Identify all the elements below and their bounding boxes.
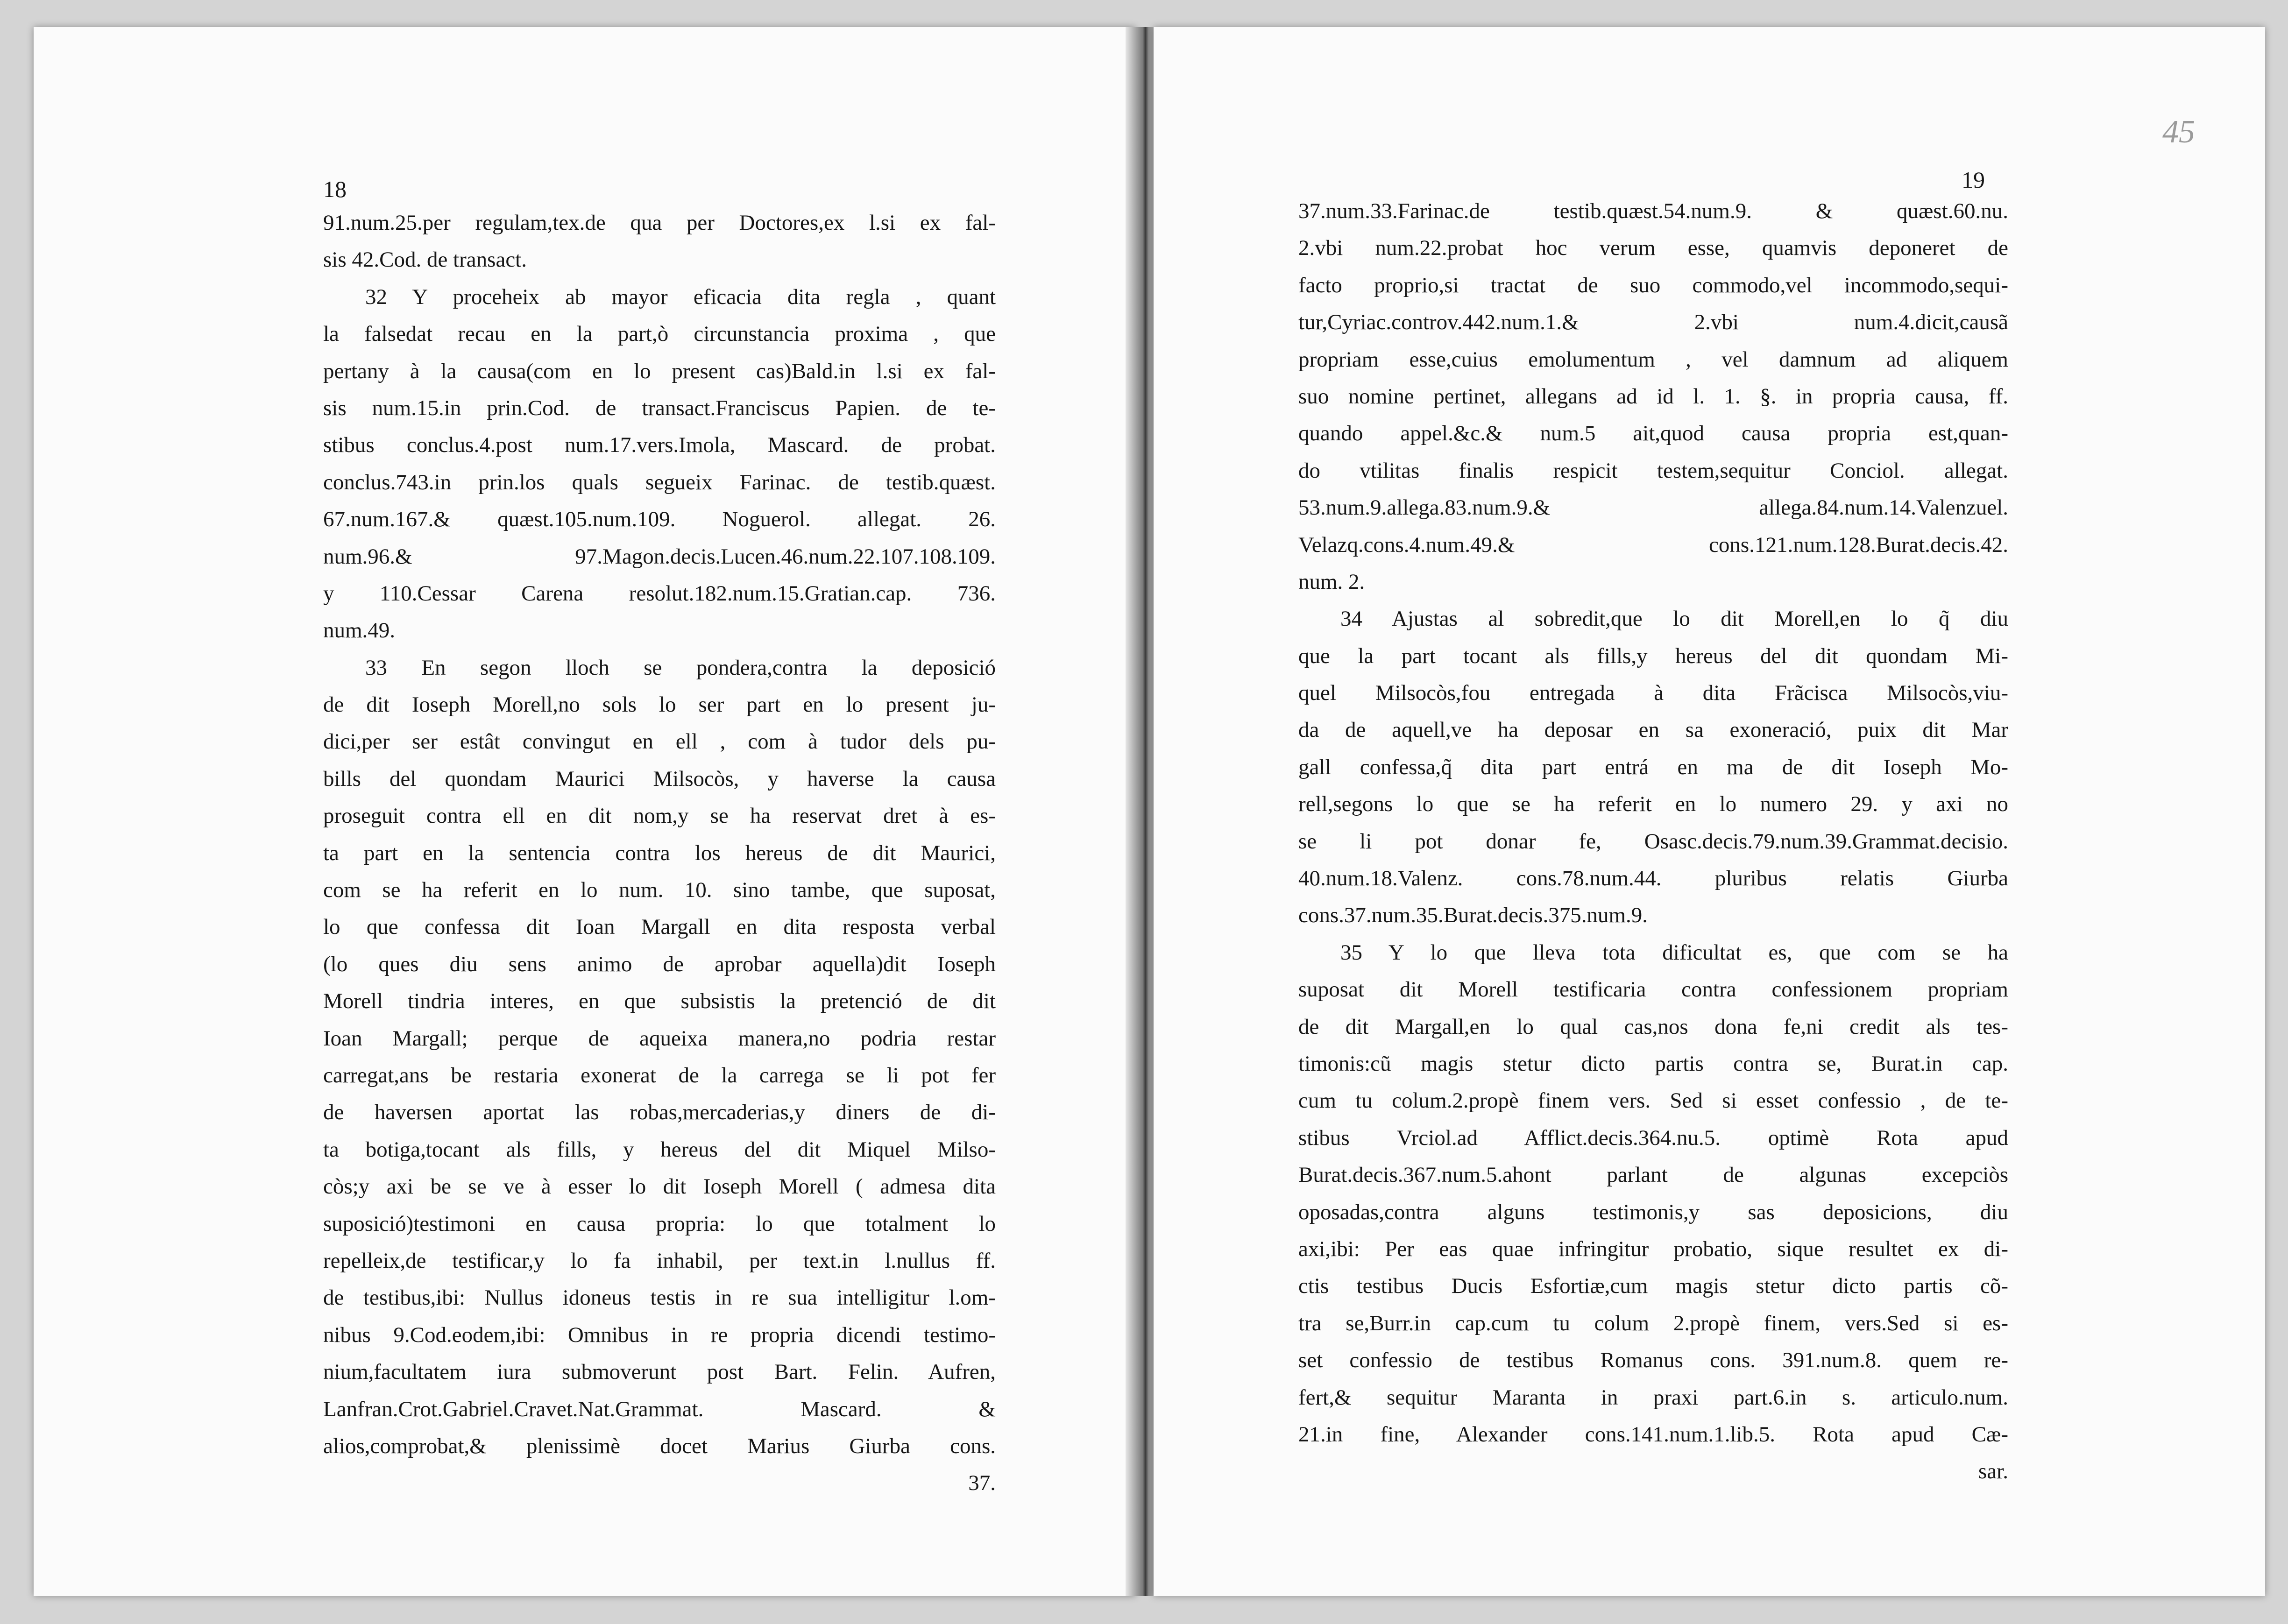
text-line: 34 Ajustas al sobredit,que lo dit Morell,en lo q̃ diu: [1340, 607, 2008, 631]
text-line: suo nomine pertinet, allegans ad id l. 1. §. in propria causa, ff.: [1298, 384, 2008, 409]
text-line: dici,per ser estât convingut en ell , com à tudor dels pu-: [323, 729, 996, 754]
text-line: Velazq.cons.4.num.49.& cons.121.num.128.Burat.decis.42.: [1298, 532, 2008, 557]
text-line: Lanfran.Crot.Gabriel.Cravet.Nat.Grammat. Mascard. &: [323, 1397, 996, 1421]
text-line: 2.vbi num.22.probat hoc verum esse, quamvis deponeret de: [1298, 236, 2008, 261]
text-line: 67.num.167.& quæst.105.num.109. Noguerol. allegat. 26.: [323, 507, 996, 532]
text-line: tur,Cyriac.controv.442.num.1.& 2.vbi num.4.dicit,causã: [1298, 310, 2008, 335]
text-line: 32 Y proceheix ab mayor eficacia dita regla , quant: [365, 284, 996, 309]
text-line: lo que confessa dit Ioan Margall en dita resposta verbal: [323, 915, 996, 939]
text-line: axi,ibi: Per eas quae infringitur probatio, sique resultet ex di-: [1298, 1236, 2008, 1261]
text-line: suposició)testimoni en causa propria: lo que totalment lo: [323, 1211, 996, 1236]
text-line: còs;y axi be se ve à esser lo dit Ioseph Morell ( admesa dita: [323, 1174, 996, 1199]
text-line: ta botiga,tocant als fills, y hereus del dit Miquel Milso-: [323, 1137, 996, 1162]
text-line: da de aquell,ve ha deposar en sa exoneració, puix dit Mar: [1298, 718, 2008, 742]
text-line: rell,segons lo que se ha referit en lo numero 29. y axi no: [1298, 792, 2008, 817]
text-line: suposat dit Morell testificaria contra confessionem propriam: [1298, 977, 2008, 1002]
text-line: 40.num.18.Valenz. cons.78.num.44. pluribus relatis Giurba: [1298, 866, 2008, 891]
text-line: 21.in fine, Alexander cons.141.num.1.lib.5. Rota apud Cæ-: [1298, 1422, 2008, 1447]
text-line: fert,& sequitur Maranta in praxi part.6.in s. articulo.num.: [1298, 1385, 2008, 1410]
text-line: quel Milsocòs,fou entregada à dita Frãcisca Milsocòs,viu-: [1298, 681, 2008, 706]
text-line: tra se,Burr.in cap.cum tu colum 2.propè finem, vers.Sed si es-: [1298, 1311, 2008, 1335]
text-line: que la part tocant als fills,y hereus del dit quondam Mi-: [1298, 643, 2008, 668]
text-line: (lo ques diu sens animo de aprobar aquella)dit Ioseph: [323, 952, 996, 976]
right-page: [1154, 27, 2265, 1596]
text-line: do vtilitas finalis respicit testem,sequitur Conciol. allegat.: [1298, 458, 2008, 483]
text-line: nibus 9.Cod.eodem,ibi: Omnibus in re propria dicendi testimo-: [323, 1322, 996, 1347]
text-line: pertany à la causa(com en lo present cas)Bald.in l.si ex fal-: [323, 359, 996, 383]
text-line: gall confessa,q̃ dita part entrá en ma de dit Ioseph Mo-: [1298, 755, 2008, 779]
page-text: [323, 205, 996, 1502]
text-line: nium,facultatem iura submoverunt post Bart. Felin. Aufren,: [323, 1360, 996, 1384]
text-line: stibus Vrciol.ad Afflict.decis.364.nu.5. optimè Rota apud: [1298, 1125, 2008, 1150]
margin-note: 45: [2162, 114, 2195, 150]
text-line: proseguit contra ell en dit nom,y se ha reservat dret à es-: [323, 804, 996, 828]
text-line: se li pot donar fe, Osasc.decis.79.num.39.Grammat.decisio.: [1298, 829, 2008, 854]
page-number: 18: [323, 176, 347, 202]
text-line: num.96.& 97.Magon.decis.Lucen.46.num.22.107.108.109.: [323, 544, 996, 569]
text-line: stibus conclus.4.post num.17.vers.Imola, Mascard. de probat.: [323, 433, 996, 458]
text-line: propriam esse,cuius emolumentum , vel damnum ad aliquem: [1298, 347, 2008, 372]
text-line: num. 2.: [1298, 569, 1365, 594]
text-line: num.49.: [323, 618, 396, 643]
text-line: carregat,ans be restaria exonerat de la carrega se li pot fer: [323, 1063, 996, 1087]
text-line: de dit Margall,en lo qual cas,nos dona fe,ni credit als tes-: [1298, 1014, 2008, 1039]
left-page: [34, 27, 1136, 1596]
page-text: [1298, 193, 2008, 1490]
text-line: sis 42.Cod. de transact.: [323, 247, 527, 272]
text-line: 91.num.25.per regulam,tex.de qua per Doctores,ex l.si ex fal-: [323, 211, 996, 235]
catchword: 37.: [968, 1471, 996, 1496]
text-line: y 110.Cessar Carena resolut.182.num.15.Gratian.cap. 736.: [323, 581, 996, 606]
page-number: 19: [1962, 167, 1985, 193]
text-line: cum tu colum.2.propè finem vers. Sed si esset confessio , de te-: [1298, 1088, 2008, 1113]
text-line: la falsedat recau en la part,ò circunstancia proxima , que: [323, 322, 996, 346]
text-line: alios,comprobat,& plenissimè docet Marius Giurba cons.: [323, 1433, 996, 1458]
text-line: set confessio de testibus Romanus cons. 391.num.8. quem re-: [1298, 1348, 2008, 1373]
text-line: Burat.decis.367.num.5.ahont parlant de algunas excepciòs: [1298, 1163, 2008, 1187]
text-line: de haversen aportat las robas,mercaderias,y diners de di-: [323, 1100, 996, 1125]
text-line: Ioan Margall; perque de aqueixa manera,no podria restar: [323, 1026, 996, 1051]
text-line: oposadas,contra alguns testimonis,y sas deposicions, diu: [1298, 1200, 2008, 1224]
text-line: 35 Y lo que lleva tota dificultat es, que com se ha: [1340, 940, 2008, 965]
text-line: de dit Ioseph Morell,no sols lo ser part en lo present ju-: [323, 692, 996, 717]
text-line: 37.num.33.Farinac.de testib.quæst.54.num.9. & quæst.60.nu.: [1298, 199, 2008, 223]
text-line: repelleix,de testificar,y lo fa inhabil, per text.in l.nullus ff.: [323, 1248, 996, 1273]
text-line: conclus.743.in prin.los quals segueix Farinac. de testib.quæst.: [323, 470, 996, 494]
text-line: 33 En segon lloch se pondera,contra la deposició: [365, 655, 996, 680]
text-line: ta part en la sentencia contra los hereus de dit Maurici,: [323, 840, 996, 865]
text-line: de testibus,ibi: Nullus idoneus testis in re sua intelligitur l.om-: [323, 1285, 996, 1310]
text-line: Morell tindria interes, en que subsistis la pretenció de dit: [323, 989, 996, 1014]
text-line: bills del quondam Maurici Milsocòs, y haverse la causa: [323, 766, 996, 791]
text-line: facto proprio,si tractat de suo commodo,vel incommodo,sequi-: [1298, 273, 2008, 297]
text-line: com se ha referit en lo num. 10. sino tambe, que suposat,: [323, 878, 996, 903]
text-line: cons.37.num.35.Burat.decis.375.num.9.: [1298, 903, 1648, 928]
text-line: sis num.15.in prin.Cod. de transact.Franciscus Papien. de te-: [323, 395, 996, 420]
text-line: quando appel.&c.& num.5 ait,quod causa propria est,quan-: [1298, 421, 2008, 446]
catchword: sar.: [1978, 1459, 2008, 1484]
text-line: timonis:cũ magis stetur dicto partis contra se, Burat.in cap.: [1298, 1051, 2008, 1076]
text-line: 53.num.9.allega.83.num.9.& allega.84.num.14.Valenzuel.: [1298, 495, 2008, 520]
text-line: ctis testibus Ducis Esfortiæ,cum magis stetur dicto partis cõ-: [1298, 1274, 2008, 1299]
